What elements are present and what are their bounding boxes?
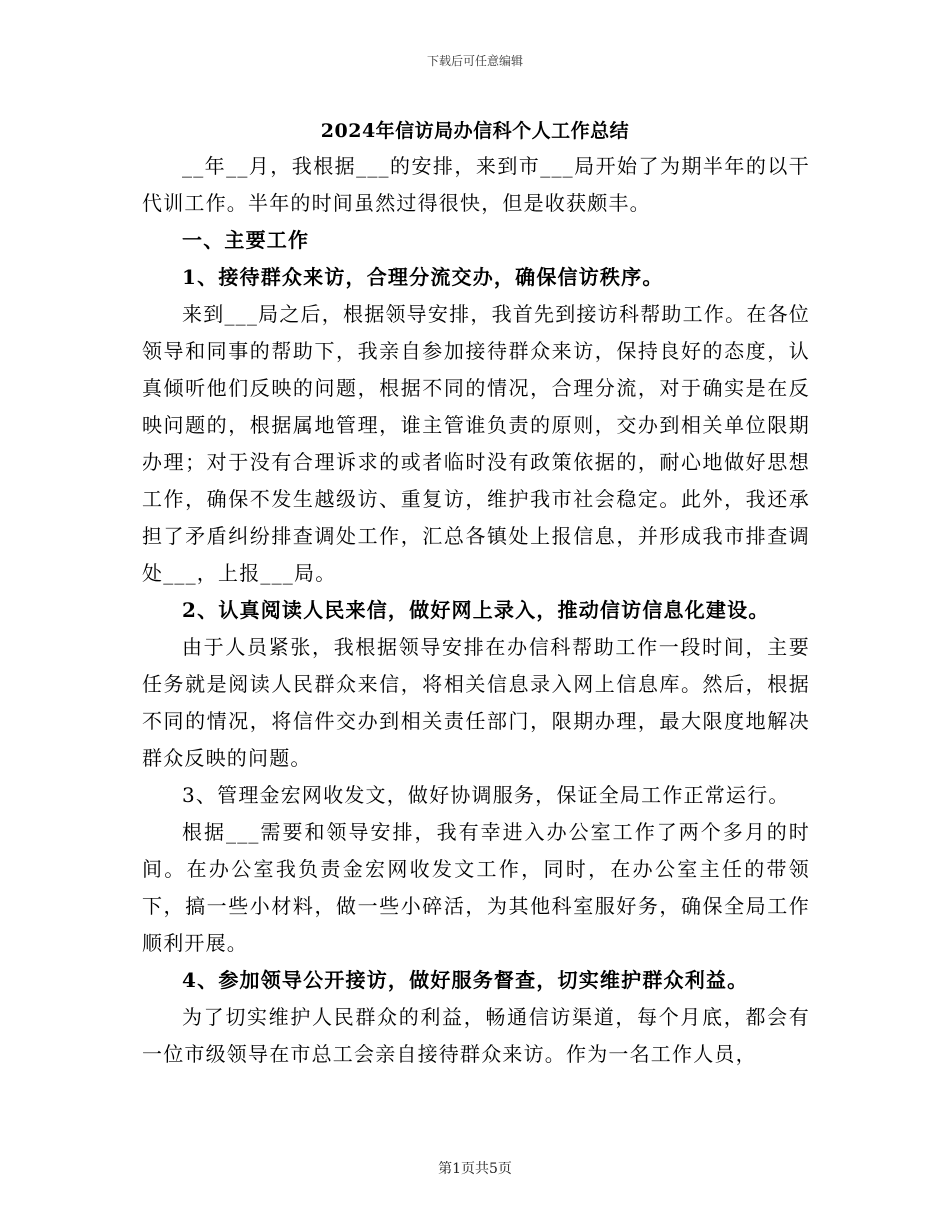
subheading-1: 1、接待群众来访，合理分流交办，确保信访秩序。 <box>182 265 664 289</box>
paragraph-3: 根据___需要和领导安排，我有幸进入办公室工作了两个多月的时间。在办公室我负责金宏网收发文工作，同时，在办公室主任的带领下，搞一些小材料，做一些小碎活，为其他科室服好务，确保全局工作顺利开展。 <box>142 820 810 955</box>
paragraph-1: 来到___局之后，根据领导安排，我首先到接访科帮助工作。在各位领导和同事的帮助下，我亲自参加接待群众来访，保持良好的态度，认真倾听他们反映的问题，根据不同的情况，合理分流，对于确实是在反映问题的，根据属地管理，谁主管谁负责的原则，交办到相关单位限期办理；对于没有合理诉求的或者临时没有政策依据的，耐心地做好思想工作，确保不发生越级访、重复访，维护我市社会稳定。此外，我还承担了矛盾纠纷排查调处工作，汇总各镇处上报信息，并形成我市排查调处___，上报___局。 <box>142 302 810 585</box>
subheading-4: 4、参加领导公开接访，做好服务督查，切实维护群众利益。 <box>182 968 749 992</box>
section-heading-main-work: 一、主要工作 <box>182 228 310 252</box>
subheading-2: 2、认真阅读人民来信，做好网上录入，推动信访信息化建设。 <box>182 598 770 622</box>
document-title: 2024年信访局办信科个人工作总结 <box>320 120 630 142</box>
subheading-3: 3、管理金宏网收发文，做好协调服务，保证全局工作正常运行。 <box>182 783 790 807</box>
page-number: 第1页共5页 <box>438 1161 512 1177</box>
paragraph-2: 由于人员紧张，我根据领导安排在办信科帮助工作一段时间，主要任务就是阅读人民群众来信，将相关信息录入网上信息库。然后，根据不同的情况，将信件交办到相关责任部门，限期办理，最大限度地解决群众反映的问题。 <box>142 635 810 770</box>
paragraph-4: 为了切实维护人民群众的利益，畅通信访渠道，每个月底，都会有一位市级领导在市总工会亲自接待群众来访。作为一名工作人员， <box>142 1005 810 1066</box>
document-body <box>142 148 810 1073</box>
intro-paragraph: __年__月，我根据___的安排，来到市___局开始了为期半年的以干代训工作。半年的时间虽然过得很快，但是收获颇丰。 <box>142 154 810 215</box>
header-note: 下载后可任意编辑 <box>426 54 523 68</box>
